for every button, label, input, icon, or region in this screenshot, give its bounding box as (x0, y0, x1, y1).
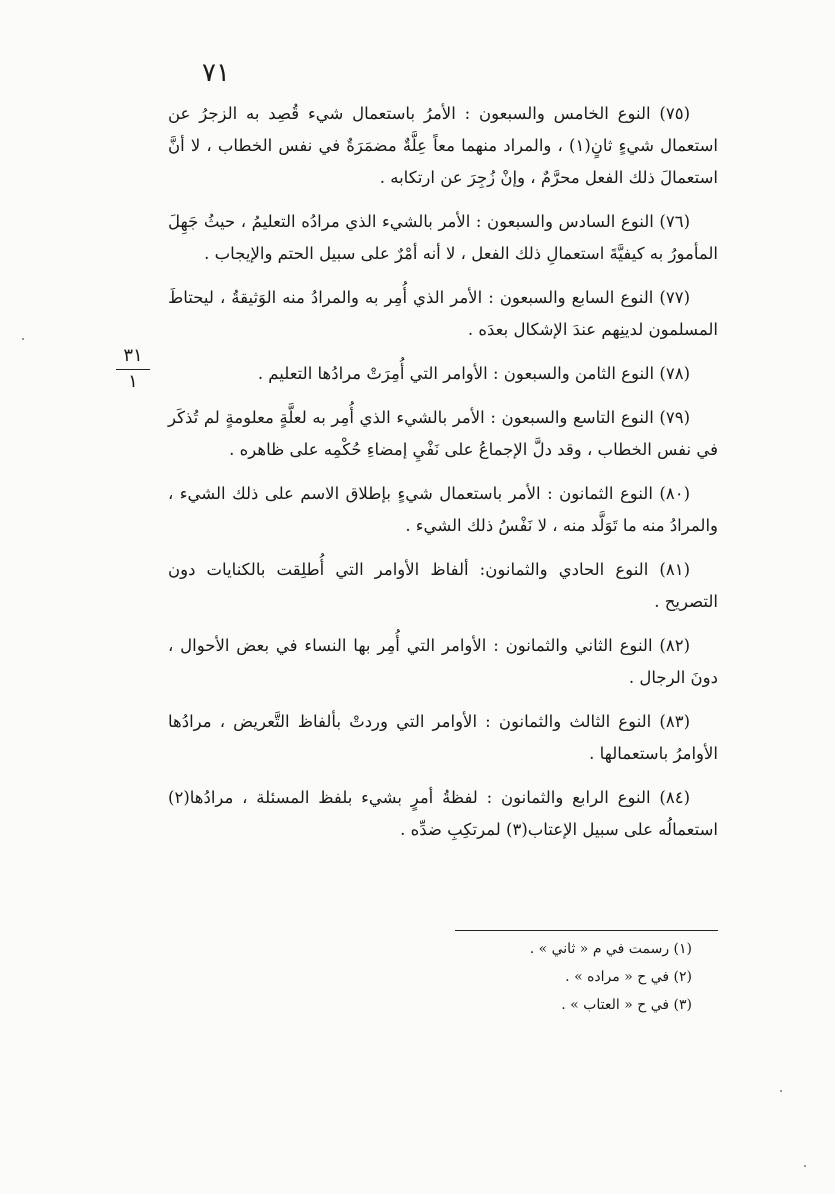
main-text (168, 98, 718, 846)
scan-speck (22, 338, 24, 340)
paragraph-83: (٨٣) النوع الثالث والثمانون : الأوامر التي وردتْ بألفاظ التَّعريض ، مرادُها الأوامرُ باستعمالها . (168, 712, 718, 763)
footnote-2: (٢) في ح « مراده » . (565, 969, 692, 985)
margin-note-top: ٣١ (123, 345, 143, 366)
paragraph-82: (٨٢) النوع الثاني والثمانون : الأوامر التي أُمِر بها النساء في بعض الأحوال ، دونَ الرجال . (168, 636, 718, 687)
scan-speck (804, 1165, 806, 1167)
scan-speck (780, 1090, 782, 1092)
paragraph-80: (٨٠) النوع الثمانون : الأمر باستعمال شيءٍ بإطلاق الاسم على ذلك الشيء ، والمرادُ منه ما تَوَلَّد منه ، لا نَفْسُ ذلك الشيء . (168, 484, 718, 535)
margin-note (116, 345, 150, 393)
page-number: ٧١ (202, 58, 230, 88)
paragraph-78: (٧٨) النوع الثامن والسبعون : الأوامر التي أُمِرَتْ مرادُها التعليم . (257, 364, 690, 383)
paragraph-81: (٨١) النوع الحادي والثمانون: ألفاظ الأوامر التي أُطلِقت بالكنايات دون التصريح . (168, 560, 718, 611)
paragraph-77: (٧٧) النوع السابع والسبعون : الأمر الذي أُمِر به والمرادُ منه الوَثيقةُ ، ليحتاطَ المسلمون لدينِهم عندَ الإشكال بعدَه . (168, 288, 718, 339)
footnote-divider (455, 930, 718, 931)
paragraph-76: (٧٦) النوع السادس والسبعون : الأمر بالشيء الذي مرادُه التعليمُ ، حيثُ جَهِلَ المأمورُ به كيفيَّةَ استعمالِ ذلك الفعل ، لا أنه أمْرٌ على سبيل الحتم والإيجاب . (168, 212, 718, 263)
margin-note-divider (116, 369, 150, 370)
footnotes (455, 935, 692, 1019)
footnote-3: (٣) في ح « العتاب » . (561, 997, 692, 1013)
paragraph-75: (٧٥) النوع الخامس والسبعون : الأمرُ باستعمال شيء قُصِد به الزجرُ عن استعمال شيءٍ ثانٍ(١) ، والمراد منهما معاً عِلَّةٌ مضمَرَةٌ في نفس الخطاب ، لا أنَّ استعمالَ ذلك الفعل محرَّمٌ ، وإنْ زُجِرَ عن ارتكابه . (168, 104, 719, 187)
paragraph-79: (٧٩) النوع التاسع والسبعون : الأمر بالشيء الذي أُمِر به لعلَّةٍ معلومةٍ لم تُذكَر في نفس الخطاب ، وقد دلَّ الإجماعُ على نَفْيِ إمضاءِ حُكْمِه على ظاهره . (168, 408, 718, 459)
paragraph-84: (٨٤) النوع الرابع والثمانون : لفظةُ أمرٍ بشيء بلفظ المسئلة ، مرادُها(٢) استعمالُه على سبيل الإعتاب(٣) لمرتكِبِ ضدِّه . (168, 788, 718, 839)
margin-note-bottom: ١ (128, 371, 138, 392)
footnote-1: (١) رسمت في م « ثاني » . (529, 941, 692, 957)
